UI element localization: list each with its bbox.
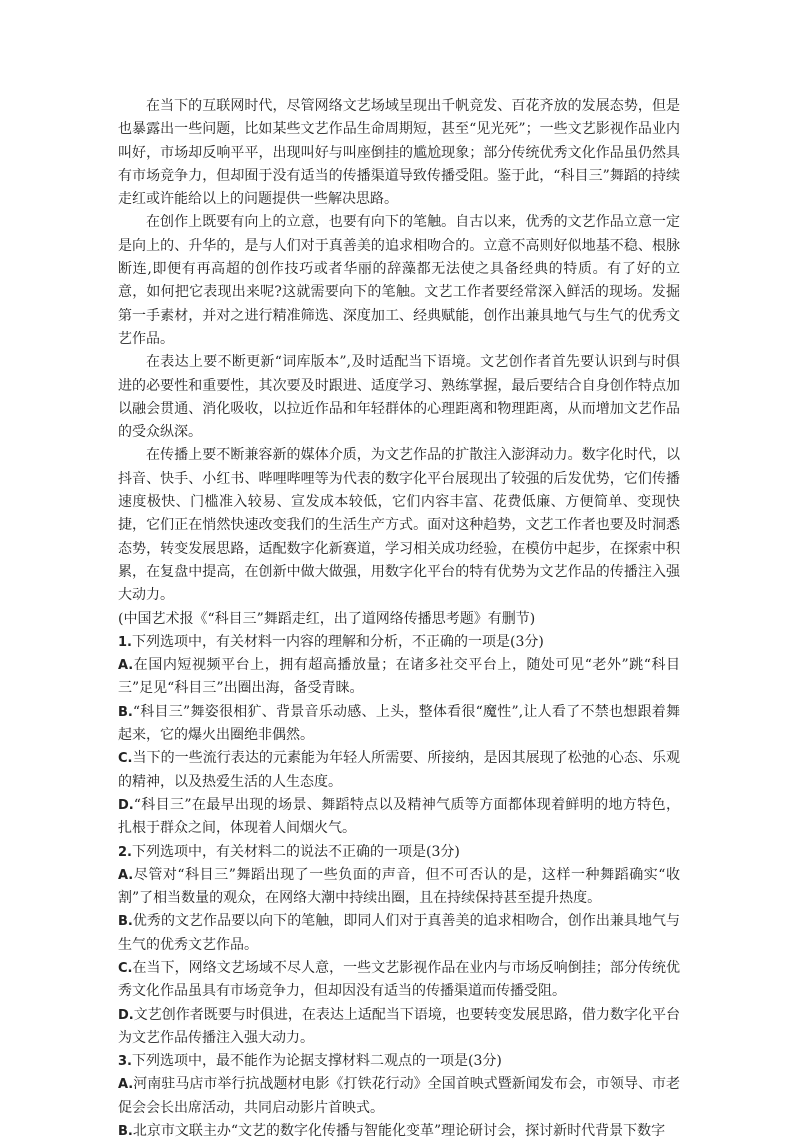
option-label: C. (118, 751, 133, 767)
question-3 (118, 1050, 680, 1143)
question-text: 下列选项中，最不能作为论据支撑材料二观点的一项是(3分) (131, 1053, 502, 1070)
option-label: A. (118, 1077, 134, 1093)
option-text: 在当下，网络文艺场域不尽人意，一些文艺影视作品在业内与市场反响倒挂；部分传统优秀文化作品虽具有市场竞争力，但却因没有适当的传播渠道而传播受阻。 (118, 959, 680, 1000)
passage-paragraph-4: 在传播上要不断兼容新的媒体介质，为文艺作品的扩散注入澎湃动力。数字化时代，以抖音、快手、小红书、哔哩哔哩等为代表的数字化平台展现出了较强的后发优势，它们传播速度极快、门槛准入较易、宣发成本较低，它们内容丰富、花费低廉、方便简单、变现快捷，它们正在悄然快速改变我们的生活生产方式。面对这种趋势，文艺工作者也要及时洞悉态势，转变发展思路，适配数字化新赛道，学习相关成功经验，在模仿中起步，在探索中积累，在复盘中提高，在创新中做大做强，用数字化平台的特有优势为文艺作品的传播注入强大动力。 (118, 447, 680, 604)
option-text: 当下的一些流行表达的元素能为年轻人所需要、所接纳，是因其展现了松弛的心态、乐观的精神，以及热爱生活的人生态度。 (118, 750, 680, 790)
option-b (118, 910, 680, 957)
option-text: 河南驻马店市举行抗战题材电影《打铁花行动》全国首映式暨新闻发布会，市领导、市老促会会长出席活动，共同启动影片首映式。 (118, 1076, 680, 1116)
option-c (118, 747, 680, 794)
question-text: 下列选项中，有关材料二的说法不正确的一项是(3分) (131, 843, 460, 860)
option-d (118, 1004, 680, 1051)
option-a (118, 1073, 680, 1120)
passage-paragraph-2: 在创作上既要有向上的立意，也要有向下的笔触。自古以来，优秀的文艺作品立意一定是向上的、升华的，是与人们对于真善美的追求相吻合的。立意不高则好似地基不稳、根脉断连,即便有再高超的创作技巧或者华丽的辞藻都无法使之具备经典的特质。有了好的立意，如何把它表现出来呢?这就需要向下的笔触。文艺工作者要经常深入鲜活的现场。发掘第一手素材，并对之进行精准筛选、深度加工、经典赋能，创作出兼具地气与生气的优秀文艺作品。 (118, 214, 680, 347)
question-stem (118, 631, 680, 654)
option-b (118, 701, 680, 748)
option-label: C. (118, 960, 133, 976)
option-label: D. (118, 797, 134, 813)
option-text: “科目三”在最早出现的场景、舞蹈特点以及精神气质等方面都体现着鲜明的地方特色，扎根于群众之间，体现着人间烟火气。 (118, 796, 680, 837)
option-text: 北京市文联主办“文艺的数字化传播与智能化变革”理论研讨会，探讨新时代背景下数字 (132, 1123, 666, 1140)
question-text: 下列选项中，有关材料一内容的理解和分析，不正确的一项是(3分) (131, 633, 544, 650)
passage (118, 95, 680, 631)
option-text: 尽管对“科目三”舞蹈出现了一些负面的声音，但不可否认的是，这样一种舞蹈确实“收割”了相当数量的观众，在网络大潮中持续出圈，且在持续保持甚至提升热度。 (118, 866, 680, 907)
source-note: (中国艺术报《“科目三”舞蹈走红，出了道网络传播思考题》有删节) (118, 610, 536, 627)
option-label: B. (118, 1124, 133, 1140)
question-number: 1. (118, 634, 132, 650)
document-page (118, 95, 680, 1143)
option-b (118, 1120, 680, 1143)
option-c (118, 957, 680, 1004)
option-label: A. (118, 867, 134, 883)
option-label: D. (118, 1007, 134, 1023)
passage-paragraph-1: 在当下的互联网时代，尽管网络文艺场域呈现出千帆竞发、百花齐放的发展态势，但是也暴露出一些问题，比如某些文艺作品生命周期短，甚至“见光死”；一些文艺影视作品业内叫好，市场却反响平平，出现叫好与叫座倒挂的尴尬现象；部分传统优秀文化作品虽仍然具有市场竞争力，但却囿于没有适当的传播渠道导致传播受阻。鉴于此，“科目三”舞蹈的持续走红或许能给以上的问题提供一些解决思路。 (118, 98, 680, 208)
question-stem (118, 1050, 680, 1073)
question-number: 3. (118, 1054, 132, 1070)
option-text: 优秀的文艺作品要以向下的笔触，即同人们对于真善美的追求相吻合，创作出兼具地气与生气的优秀文艺作品。 (118, 913, 680, 953)
option-text: “科目三”舞姿很相犷、背景音乐动感、上头，整体看很“魔性”,让人看了不禁也想跟着舞起来，它的爆火出圈绝非偶然。 (118, 703, 680, 744)
question-number: 2. (118, 844, 132, 860)
option-d (118, 794, 680, 841)
question-2 (118, 841, 680, 1051)
passage-paragraph-3: 在表达上要不断更新“词库版本”,及时适配当下语境。文艺创作者首先要认识到与时俱进的必要性和重要性，其次要及时跟进、适度学习、熟练掌握，最后要结合自身创作特点加以融会贯通、消化吸收，以拉近作品和年轻群体的心理距离和物理距离，从而增加文艺作品的受众纵深。 (118, 354, 680, 441)
option-label: B. (118, 704, 133, 720)
option-text: 在国内短视频平台上，拥有超高播放量；在诸多社交平台上，随处可见“老外”跳“科目三”足见“科目三”出圈出海，备受青睐。 (118, 657, 680, 697)
option-label: B. (118, 914, 133, 930)
question-stem (118, 841, 680, 864)
option-a (118, 654, 680, 701)
option-label: A. (118, 658, 134, 674)
option-a (118, 864, 680, 911)
question-1 (118, 631, 680, 841)
option-text: 文艺创作者既要与时俱进，在表达上适配当下语境，也要转变发展思路，借力数字化平台为文艺作品传播注入强大动力。 (118, 1006, 680, 1046)
